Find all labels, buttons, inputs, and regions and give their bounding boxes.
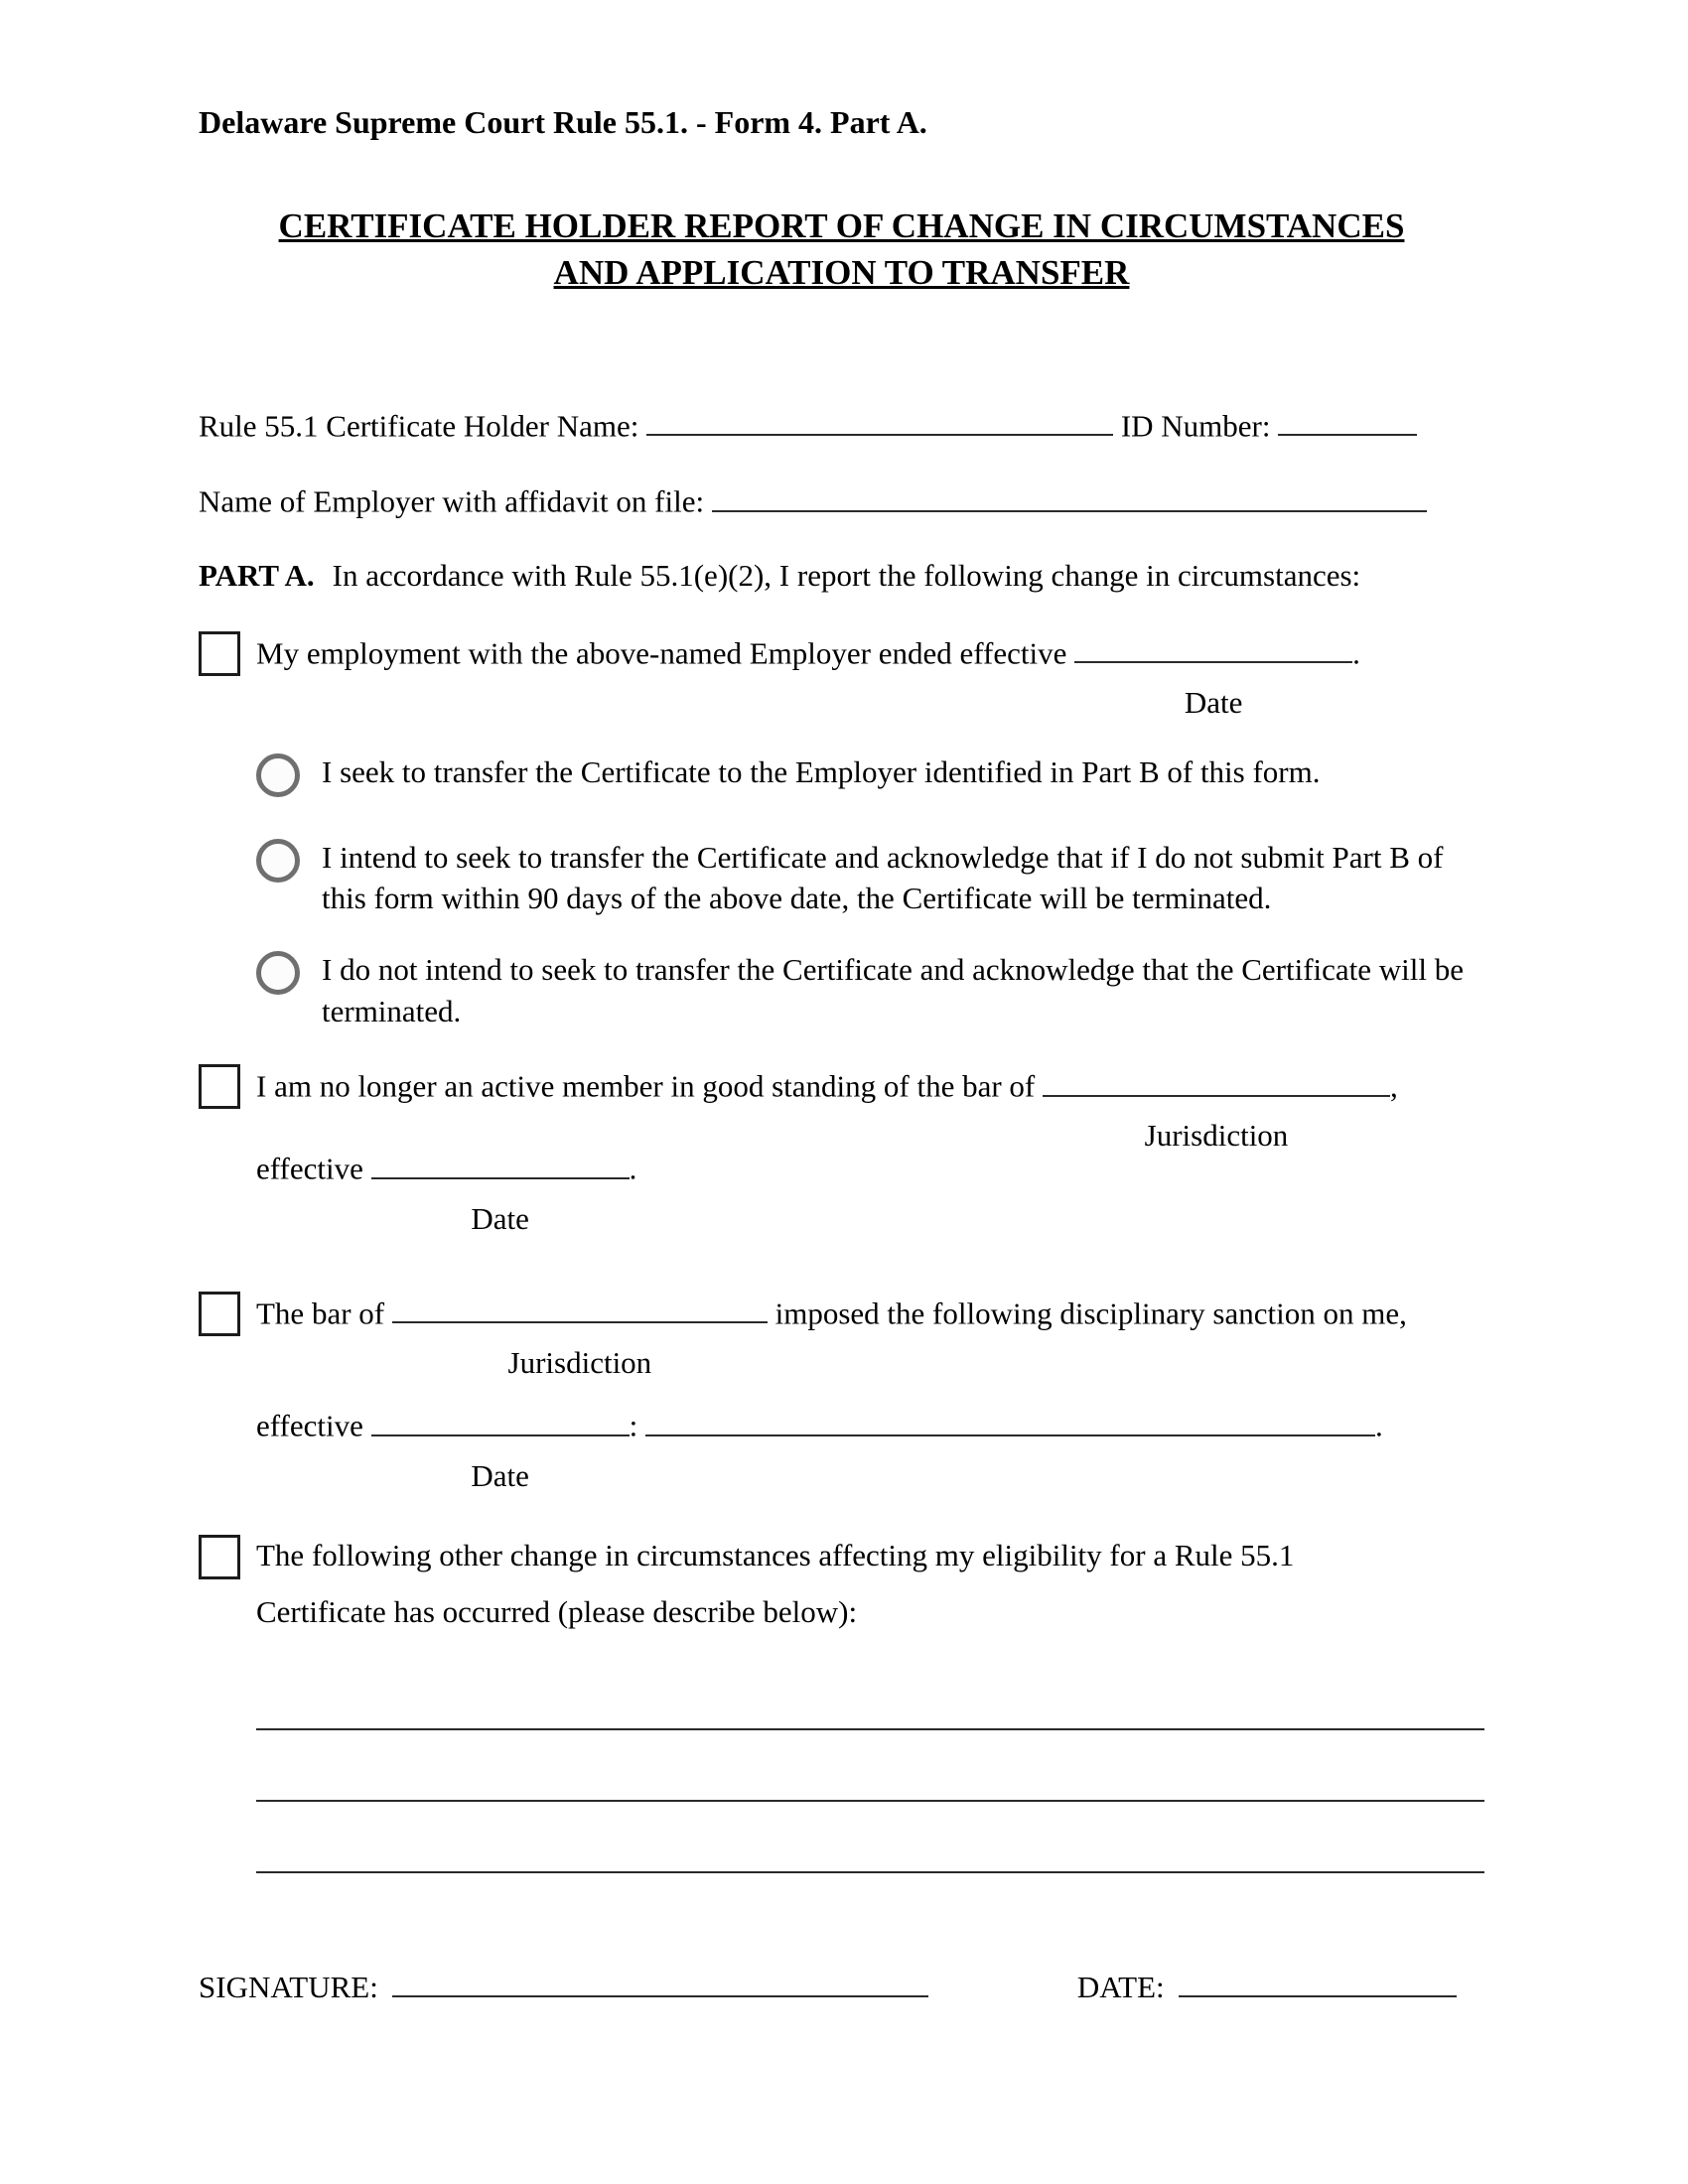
no-longer-member-checkbox[interactable] [199, 1064, 240, 1109]
member-date-caption: Date [471, 1200, 529, 1236]
transfer-option-seek [256, 751, 1484, 797]
sanction-description-input[interactable] [645, 1404, 1375, 1436]
transfer-no-intend-label: I do not intend to seek to transfer the Certificate and acknowledge that the Certificate will be terminated. [322, 952, 1465, 1029]
sanction-jurisdiction-caption: Jurisdiction [507, 1345, 652, 1381]
form-title-line1: CERTIFICATE HOLDER REPORT OF CHANGE IN CIRCUMSTANCES [278, 206, 1405, 245]
holder-name-row [199, 404, 1484, 445]
no-longer-member-label: I am no longer an active member in good standing of the bar of [256, 1068, 1036, 1104]
transfer-seek-label: I seek to transfer the Certificate to the Employer identified in Part B of this form. [322, 753, 1321, 789]
bar-sanction-item [199, 1292, 1484, 1493]
no-longer-member-item [199, 1064, 1484, 1236]
form-title-line2: AND APPLICATION TO TRANSFER [553, 253, 1130, 293]
part-a-intro: In accordance with Rule 55.1(e)(2), I report the following change in circumstances: [332, 557, 1361, 593]
sanction-effective-date-input[interactable] [371, 1404, 630, 1436]
other-change-checkbox[interactable] [199, 1535, 240, 1579]
transfer-option-no-intend [256, 949, 1484, 1032]
date-label: DATE: [1076, 1969, 1165, 2004]
member-effective-period: . [629, 1151, 637, 1186]
bar-sanction-text [256, 1292, 1407, 1493]
description-area [256, 1710, 1484, 1873]
employer-input[interactable] [712, 479, 1427, 512]
bar-sanction-effective-line [256, 1404, 1407, 1493]
transfer-no-intend-radio[interactable] [256, 951, 300, 995]
sanction-period: . [1374, 1408, 1383, 1443]
sanction-date-caption: Date [471, 1457, 529, 1493]
no-longer-member-comma: , [1389, 1068, 1398, 1104]
holder-name-label: Rule 55.1 Certificate Holder Name: [199, 408, 639, 444]
signature-row [199, 1965, 1484, 2005]
part-a-heading-row [199, 558, 1484, 594]
id-number-input[interactable] [1278, 404, 1417, 437]
member-effective-date-input[interactable] [371, 1147, 630, 1179]
transfer-seek-radio[interactable] [256, 753, 300, 797]
bar-sanction-label-before: The bar of [256, 1296, 385, 1331]
form-title [199, 203, 1484, 297]
signature-date-input[interactable] [1179, 1965, 1457, 1997]
description-line-3-input[interactable] [256, 1802, 1484, 1873]
member-jurisdiction-input[interactable] [1043, 1064, 1390, 1097]
employer-label: Name of Employer with affidavit on file: [199, 483, 705, 519]
employer-row [199, 479, 1484, 520]
employment-ended-text [256, 631, 1360, 720]
bar-sanction-label-after: imposed the following disciplinary sanction on me, [774, 1296, 1407, 1331]
other-change-line1: The following other change in circumstances affecting my eligibility for a Rule 55.1 [256, 1537, 1295, 1572]
other-change-line2: Certificate has occurred (please describe below): [256, 1594, 858, 1630]
bar-sanction-line1 [256, 1292, 1407, 1381]
sanction-jurisdiction-input[interactable] [392, 1292, 768, 1324]
sanction-effective-label: effective [256, 1408, 363, 1443]
employment-ended-item [199, 631, 1484, 720]
holder-name-input[interactable] [646, 404, 1113, 437]
member-jurisdiction-caption: Jurisdiction [1144, 1118, 1289, 1154]
transfer-option-intend [256, 837, 1484, 920]
no-longer-member-line1 [256, 1064, 1398, 1154]
form-rule-header: Delaware Supreme Court Rule 55.1. - Form 4. Part A. [199, 104, 927, 140]
employment-date-caption: Date [1184, 684, 1243, 720]
transfer-intend-label: I intend to seek to transfer the Certificate and acknowledge that if I do not submit Part B of this form within 90 days of the above date, the Certificate will be terminated. [322, 839, 1444, 916]
no-longer-member-text [256, 1064, 1398, 1236]
bar-sanction-checkbox[interactable] [199, 1292, 240, 1336]
description-line-1-input[interactable] [256, 1710, 1484, 1730]
signature-label: SIGNATURE: [199, 1969, 378, 2004]
employment-ended-label: My employment with the above-named Employer ended effective [256, 635, 1067, 671]
id-number-label: ID Number: [1120, 408, 1271, 444]
sanction-colon: : [629, 1408, 638, 1443]
signature-input[interactable] [392, 1965, 928, 1997]
employment-ended-period: . [1352, 635, 1360, 671]
other-change-text [256, 1535, 1294, 1634]
other-change-item [199, 1535, 1484, 1634]
description-line-2-input[interactable] [256, 1730, 1484, 1802]
member-effective-label: effective [256, 1151, 363, 1186]
employment-ended-checkbox[interactable] [199, 631, 240, 676]
employment-end-date-input[interactable] [1074, 631, 1352, 664]
part-a-heading: PART A. [199, 557, 315, 593]
transfer-intend-radio[interactable] [256, 839, 300, 883]
